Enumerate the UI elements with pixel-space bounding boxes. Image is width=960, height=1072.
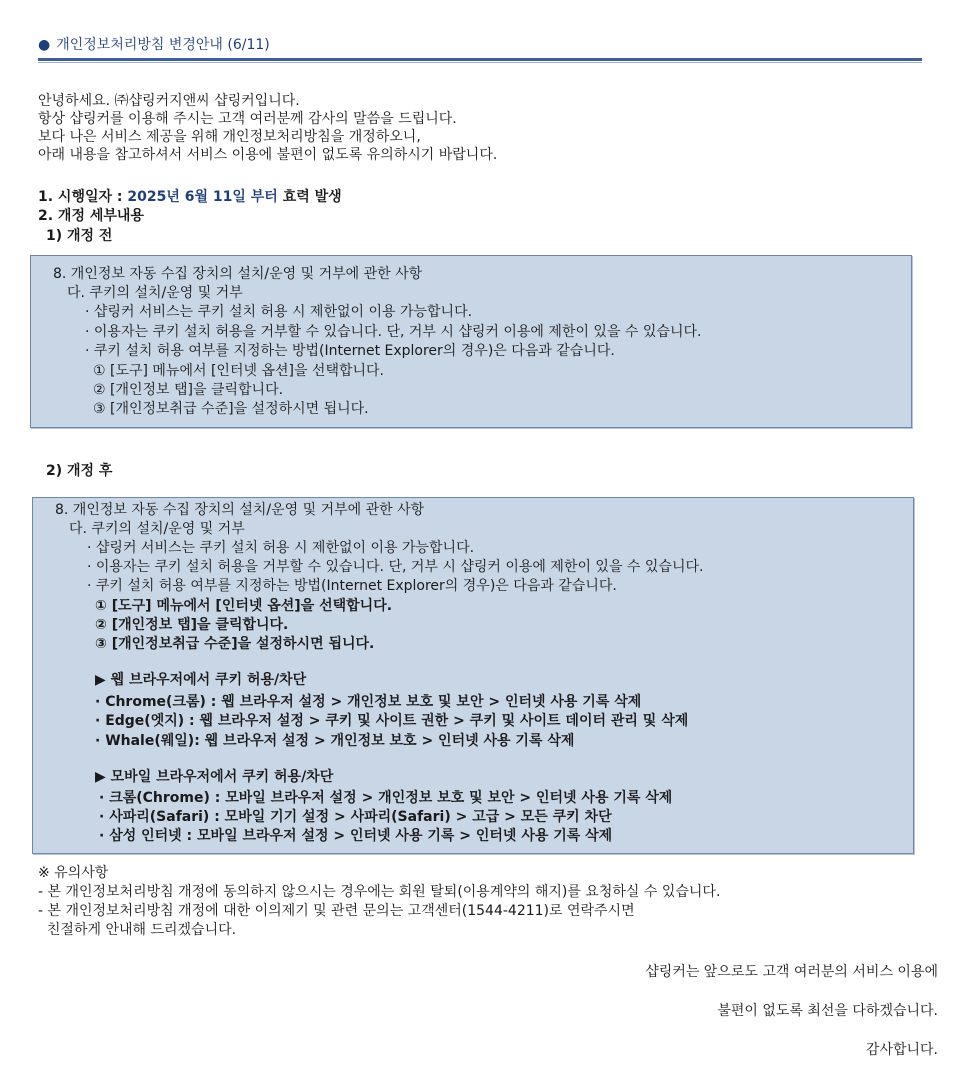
after-line: · 이용자는 쿠키 설치 허용을 거부할 수 있습니다. 단, 거부 시 샵링커 이용에 제한이 있을 수 있습니다. [87,559,704,575]
after-line: · 크롬(Chrome) : 모바일 브라우저 설정 > 개인정보 보호 및 보안 > 인터넷 사용 기록 삭제 [99,790,673,806]
after-line: · 샵링커 서비스는 쿠키 설치 허용 시 제한없이 이용 가능합니다. [87,540,475,556]
before-line: ③ [개인정보취급 수준]을 설정하시면 됩니다. [93,401,369,417]
after-line: 8. 개인정보 자동 수집 장치의 설치/운영 및 거부에 관한 사항 [55,502,425,518]
after-line: · Chrome(크롬) : 웹 브라우저 설정 > 개인정보 보호 및 보안 > 인터넷 사용 기록 삭제 [95,694,642,710]
effective-date-suffix: 효력 발생 [277,189,342,205]
after-line: ③ [개인정보취급 수준]을 설정하시면 됩니다. [95,636,375,652]
effective-date-heading [38,188,342,206]
after-heading: 2) 개정 후 [46,463,113,479]
before-line: · 이용자는 쿠키 설치 허용을 거부할 수 있습니다. 단, 거부 시 샵링커 이용에 제한이 있을 수 있습니다. [85,324,702,340]
before-line: 다. 쿠키의 설치/운영 및 거부 [67,285,243,301]
before-heading: 1) 개정 전 [46,228,113,244]
after-line: · 삼성 인터넷 : 모바일 브라우저 설정 > 인터넷 사용 기록 > 인터넷 사용 기록 삭제 [99,828,613,844]
closing-line: 불편이 없도록 최선을 다하겠습니다. [717,1003,938,1019]
closing-thanks: 감사합니다. [865,1042,938,1058]
header-divider [38,58,922,61]
notes-heading: ※ 유의사항 [38,865,109,881]
notes-line: - 본 개인정보처리방침 개정에 대한 이의제기 및 관련 문의는 고객센터(1544-4211)로 연락주시면 [38,903,635,919]
before-line: ① [도구] 메뉴에서 [인터넷 옵션]을 선택합니다. [93,363,385,379]
before-line: · 샵링커 서비스는 쿠키 설치 허용 시 제한없이 이용 가능합니다. [85,304,473,320]
notes-section [38,864,720,940]
after-line: · Whale(웨일): 웹 브라우저 설정 > 개인정보 보호 > 인터넷 사용 기록 삭제 [95,733,575,749]
after-line: ② [개인정보 탭]을 클릭합니다. [95,617,289,633]
page-title-text: 개인정보처리방침 변경안내 (6/11) [56,37,270,53]
intro-line: 아래 내용을 참고하셔서 서비스 이용에 불편이 없도록 유의하시기 바랍니다. [38,147,498,163]
notes-line: - 본 개인정보처리방침 개정에 동의하지 않으시는 경우에는 회원 탈퇴(이용계약의 해지)를 요청하실 수 있습니다. [38,884,721,900]
mobile-browser-heading: ▶ 모바일 브라우저에서 쿠키 허용/차단 [95,769,334,785]
after-line: · 사파리(Safari) : 모바일 기기 설정 > 사파리(Safari) > 고급 > 모든 쿠키 차단 [99,809,612,825]
intro-paragraph [38,92,497,164]
effective-date-value: 2025년 6월 11일 부터 [127,189,278,205]
after-line: 다. 쿠키의 설치/운영 및 거부 [69,521,245,537]
after-line: · 쿠키 설치 허용 여부를 지정하는 방법(Internet Explorer의 경우)은 다음과 같습니다. [87,578,617,594]
header-divider-thin [38,62,922,63]
intro-line: 안녕하세요. ㈜샵링커지앤씨 샵링커입니다. [38,93,300,109]
revision-details-heading: 2. 개정 세부내용 [38,208,144,224]
effective-date-label: 1. 시행일자 : [38,189,128,205]
intro-line: 항상 샵링커를 이용해 주시는 고객 여러분께 감사의 말씀을 드립니다. [38,111,457,127]
closing-line: 샵링커는 앞으로도 고객 여러분의 서비스 이용에 [645,964,938,980]
before-line: 8. 개인정보 자동 수집 장치의 설치/운영 및 거부에 관한 사항 [53,266,423,282]
bullet-icon: ● [38,37,51,53]
notes-line: 친절하게 안내해 드리겠습니다. [38,922,237,938]
after-line: ① [도구] 메뉴에서 [인터넷 옵션]을 선택합니다. [95,598,393,614]
web-browser-heading: ▶ 웹 브라우저에서 쿠키 허용/차단 [95,672,307,688]
after-line: · Edge(엣지) : 웹 브라우저 설정 > 쿠키 및 사이트 권한 > 쿠키 및 사이트 데이터 관리 및 삭제 [95,713,689,729]
before-line: · 쿠키 설치 허용 여부를 지정하는 방법(Internet Explorer의 경우)은 다음과 같습니다. [85,343,615,359]
page-title [38,34,270,54]
after-content-box [32,497,914,854]
before-line: ② [개인정보 탭]을 클릭합니다. [93,382,284,398]
before-content-box [30,255,912,428]
intro-line: 보다 나은 서비스 제공을 위해 개인정보처리방침을 개정하오니, [38,129,421,145]
